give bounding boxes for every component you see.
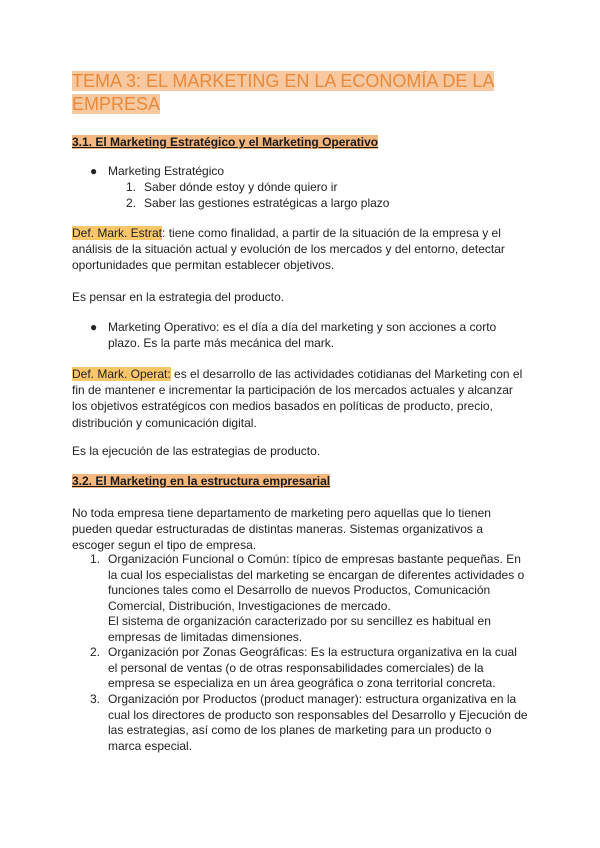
paragraph-intro: No toda empresa tiene departamento de marketing pero aquellas que lo tienen pueden quedar estructuradas de distintas maneras. Sistemas organizativos a escoger segun el tipo de empresa. [72, 506, 491, 553]
bullet-dot-icon: ● [90, 320, 98, 334]
bullet-dot-icon: ● [90, 164, 98, 178]
paragraph-estrategia: Es pensar en la estrategia del producto. [72, 290, 285, 304]
bullet-marketing-estrategico: ● Marketing Estratégico [90, 164, 225, 178]
list-item: 1. Organización Funcional o Común: típico de empresas bastante pequeñas. En la cual los especialistas del marketing se encargan de diferentes actividades o funciones tales como el Desarrollo de nuevos Productos, Comunicación Comercial, Distribución, Investigaciones de mercado. El sistema de organización caracterizado por su sencillez es habitual en empresas de limitadas dimensiones. [90, 552, 525, 644]
section-heading-3-1: 3.1. El Marketing Estratégico y el Marketing Operativo [72, 135, 379, 149]
definition-operativo: Def. Mark. Operat: es el desarrollo de las actividades cotidianas del Marketing con el fin de mantener e incrementar la participación de los mercados actuales y alcanzar los objetivos estratégicos con medios basados en políticas de producto, precio, distribución y comunicación digital. [72, 367, 523, 430]
definition-label: Def. Mark. Operat: [72, 367, 171, 381]
bullet-marketing-operativo: ● Marketing Operativo: es el día a día del marketing y son acciones a corto plazo. Es la parte más mecánica del mark. [90, 320, 497, 351]
paragraph-ejecucion: Es la ejecución de las estrategias de producto. [72, 444, 321, 458]
list-item: 3. Organización por Productos (product manager): estructura organizativa en la cual los directores de producto son responsables del Desarrollo y Ejecución de las estrategias, así como de los planes de marketing para un producto o marca especial. [90, 692, 528, 753]
definition-label: Def. Mark. Estrat [72, 226, 163, 240]
list-item: 2. Organización por Zonas Geográficas: Es la estructura organizativa en la cual el personal de ventas (o de otras responsabilidades comerciales) de la empresa se especializa en un área geográfica o zona territorial concreta. [90, 645, 517, 691]
definition-estrategico: Def. Mark. Estrat: tiene como finalidad, a partir de la situación de la empresa y el análisis de la situación actual y evolución de los mercados y del entorno, detectar oportunidades que permitan establecer objetivos. [72, 226, 505, 273]
section-heading-3-2: 3.2. El Marketing en la estructura empresarial [72, 474, 331, 488]
sub-item-1: 1. Saber dónde estoy y dónde quiero ir [126, 180, 338, 194]
document-title: TEMA 3: EL MARKETING EN LA ECONOMÍA DE LA EMPRESA [72, 71, 495, 114]
sub-item-2: 2. Saber las gestiones estratégicas a largo plazo [126, 196, 390, 210]
